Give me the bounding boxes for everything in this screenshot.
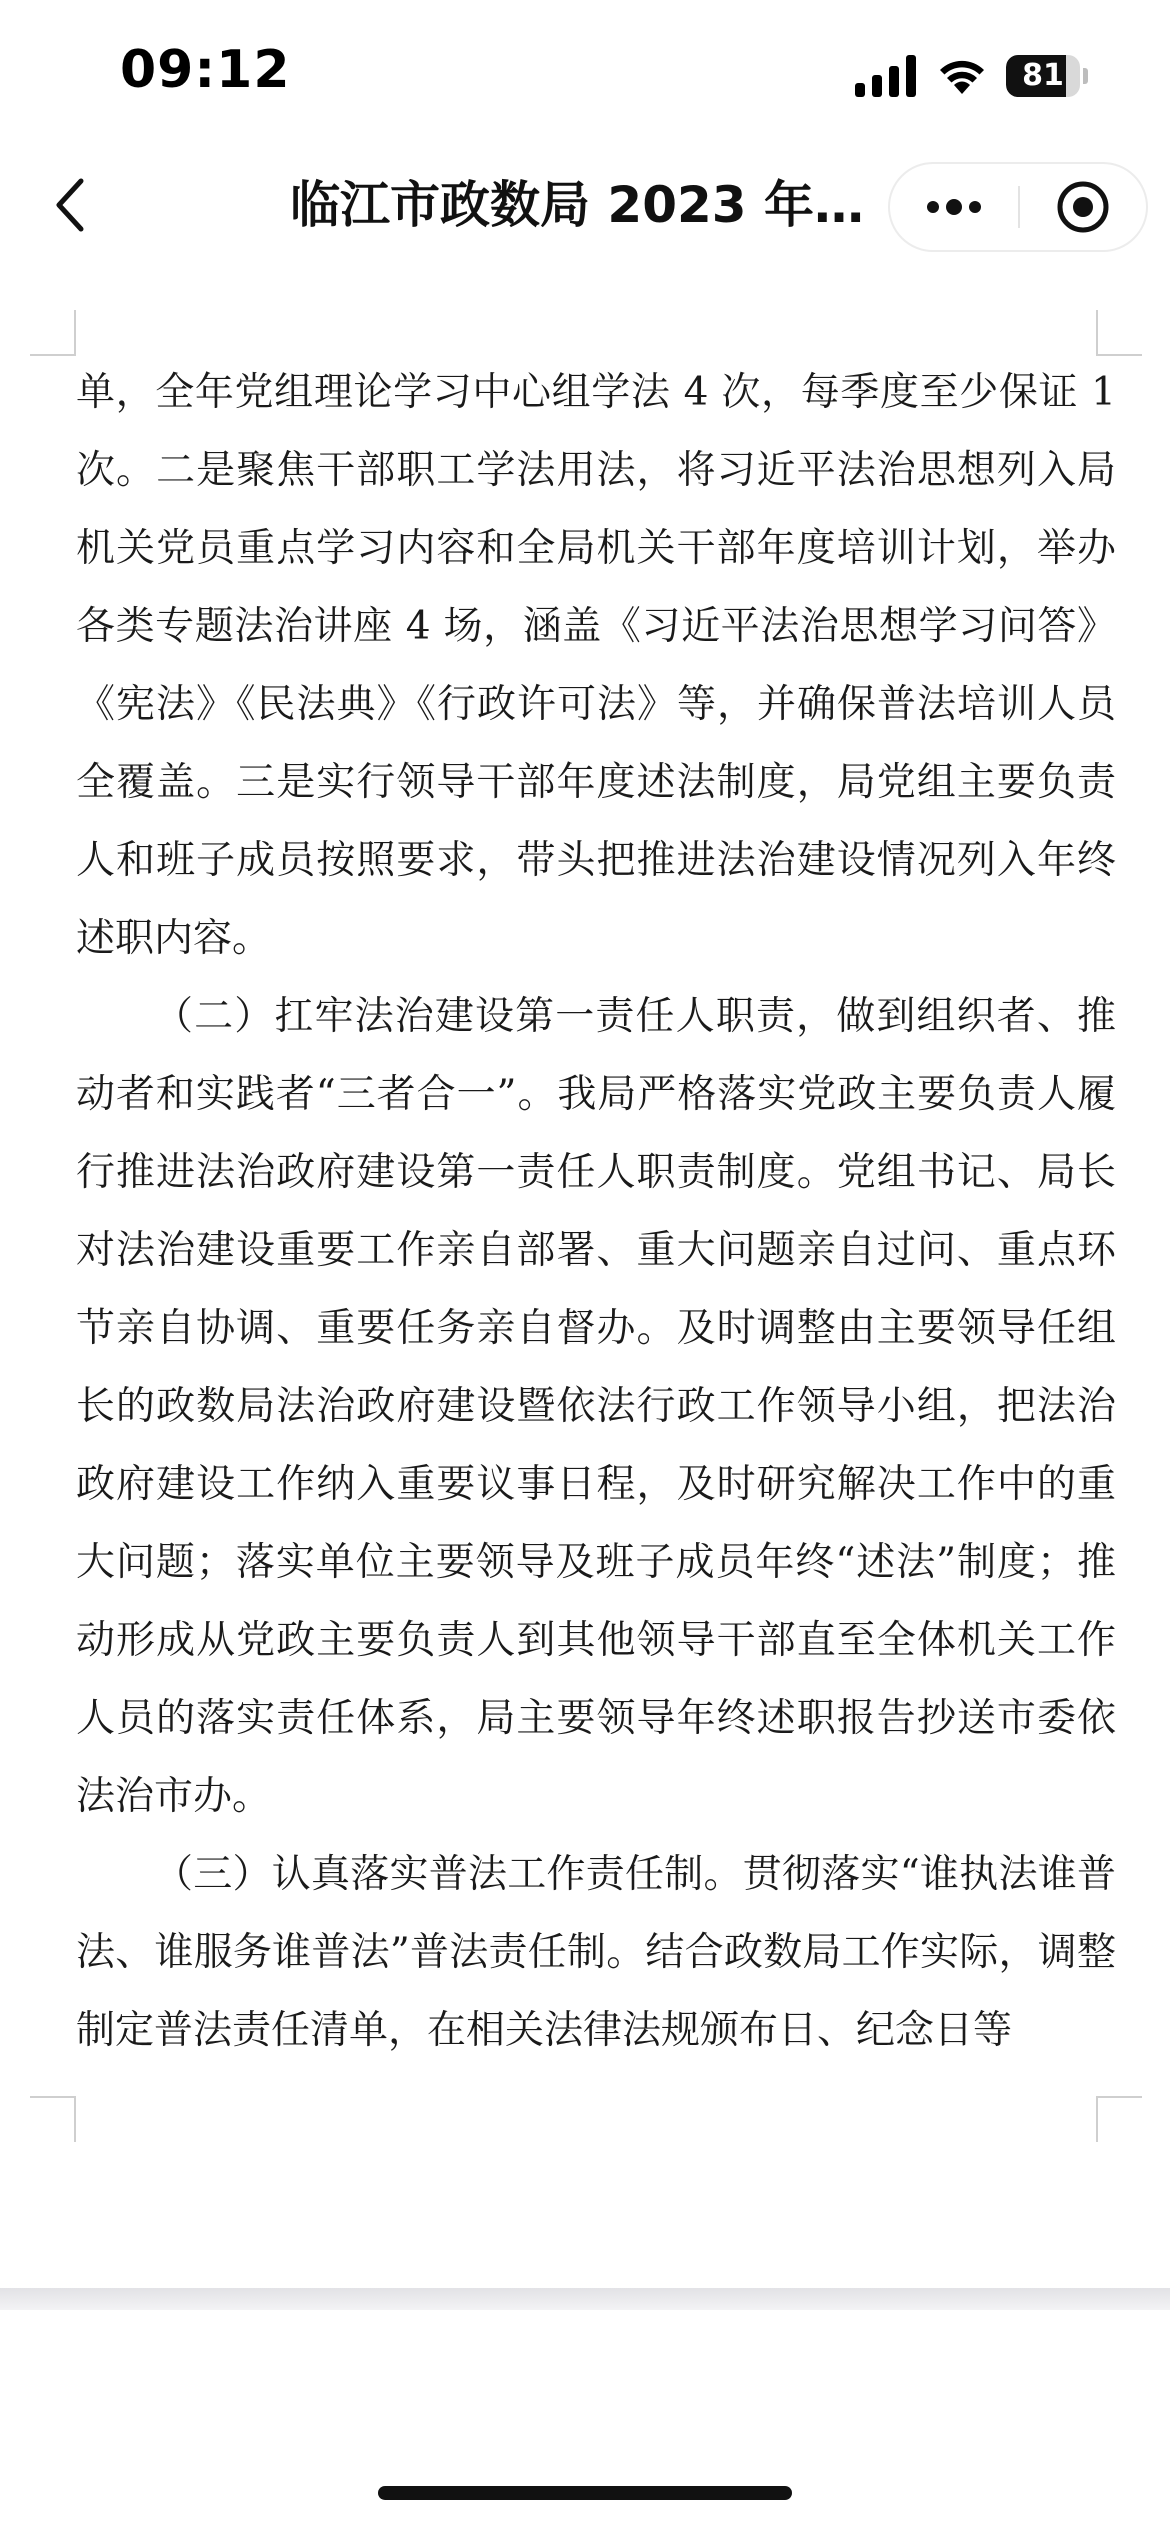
home-indicator[interactable] bbox=[378, 2486, 792, 2500]
wifi-icon bbox=[937, 54, 987, 96]
crop-mark-top-right bbox=[1096, 310, 1142, 356]
document-body bbox=[76, 354, 1116, 2070]
crop-mark-top-left bbox=[30, 310, 76, 356]
back-chevron-icon bbox=[51, 175, 91, 235]
document-page[interactable] bbox=[0, 260, 1170, 2290]
doc-paragraph-2: （二）扛牢法治建设第一责任人职责，做到组织者、推动者和实践者“三者合一”。我局严格落实党政主要负责人履行推进法治政府建设第一责任人职责制度。党组书记、局长对法治建设重要工作亲自部署、重大问题亲自过问、重点环节亲自协调、重要任务亲自督办。及时调整由主要领导任组长的政数局法治政府建设暨依法行政工作领导小组，把法治政府建设工作纳入重要议事日程，及时研究解决工作中的重大问题；落实单位主要领导及班子成员年终“述法”制度；推动形成从党政主要负责人到其他领导干部直至全体机关工作人员的落实责任体系，局主要领导年终述职报告抄送市委依法治市办。 bbox=[76, 994, 1116, 1819]
status-bar bbox=[0, 0, 1170, 150]
page-title: 临江市政数局 2023 年… bbox=[290, 176, 864, 234]
close-miniprogram-button[interactable] bbox=[1020, 164, 1146, 250]
more-dots-icon bbox=[923, 197, 985, 217]
status-time: 09:12 bbox=[120, 40, 291, 100]
battery-level: 81 bbox=[1022, 58, 1064, 93]
doc-paragraph-1: 单，全年党组理论学习中心组学法 4 次，每季度至少保证 1 次。二是聚焦干部职工学法用法，将习近平法治思想列入局机关党员重点学习内容和全局机关干部年度培训计划，举办各类专题法治讲座 4 场，涵盖《习近平法治思想学习问答》《宪法》《民法典》《行政许可法》等，并确保普法培训人员全覆盖。三是实行领导干部年度述法制度，局党组主要负责人和班子成员按照要求，带头把推进法治建设情况列入年终述职内容。 bbox=[76, 370, 1116, 961]
battery-cap bbox=[1083, 68, 1088, 84]
page-separator bbox=[0, 2288, 1170, 2310]
more-button[interactable] bbox=[890, 164, 1018, 250]
doc-paragraph-3: （三）认真落实普法工作责任制。贯彻落实“谁执法谁普法、谁服务谁普法”普法责任制。结合政数局工作实际，调整制定普法责任清单，在相关法律法规颁布日、纪念日等 bbox=[76, 1852, 1116, 2053]
cellular-signal-icon bbox=[855, 55, 917, 97]
crop-mark-bottom-left bbox=[30, 2096, 76, 2142]
crop-mark-bottom-right bbox=[1096, 2096, 1142, 2142]
battery-indicator bbox=[1006, 55, 1088, 97]
close-target-icon bbox=[1055, 179, 1111, 235]
miniprogram-capsule bbox=[888, 162, 1148, 252]
nav-bar bbox=[0, 150, 1170, 260]
battery-body bbox=[1006, 55, 1080, 97]
back-button[interactable] bbox=[36, 170, 106, 240]
